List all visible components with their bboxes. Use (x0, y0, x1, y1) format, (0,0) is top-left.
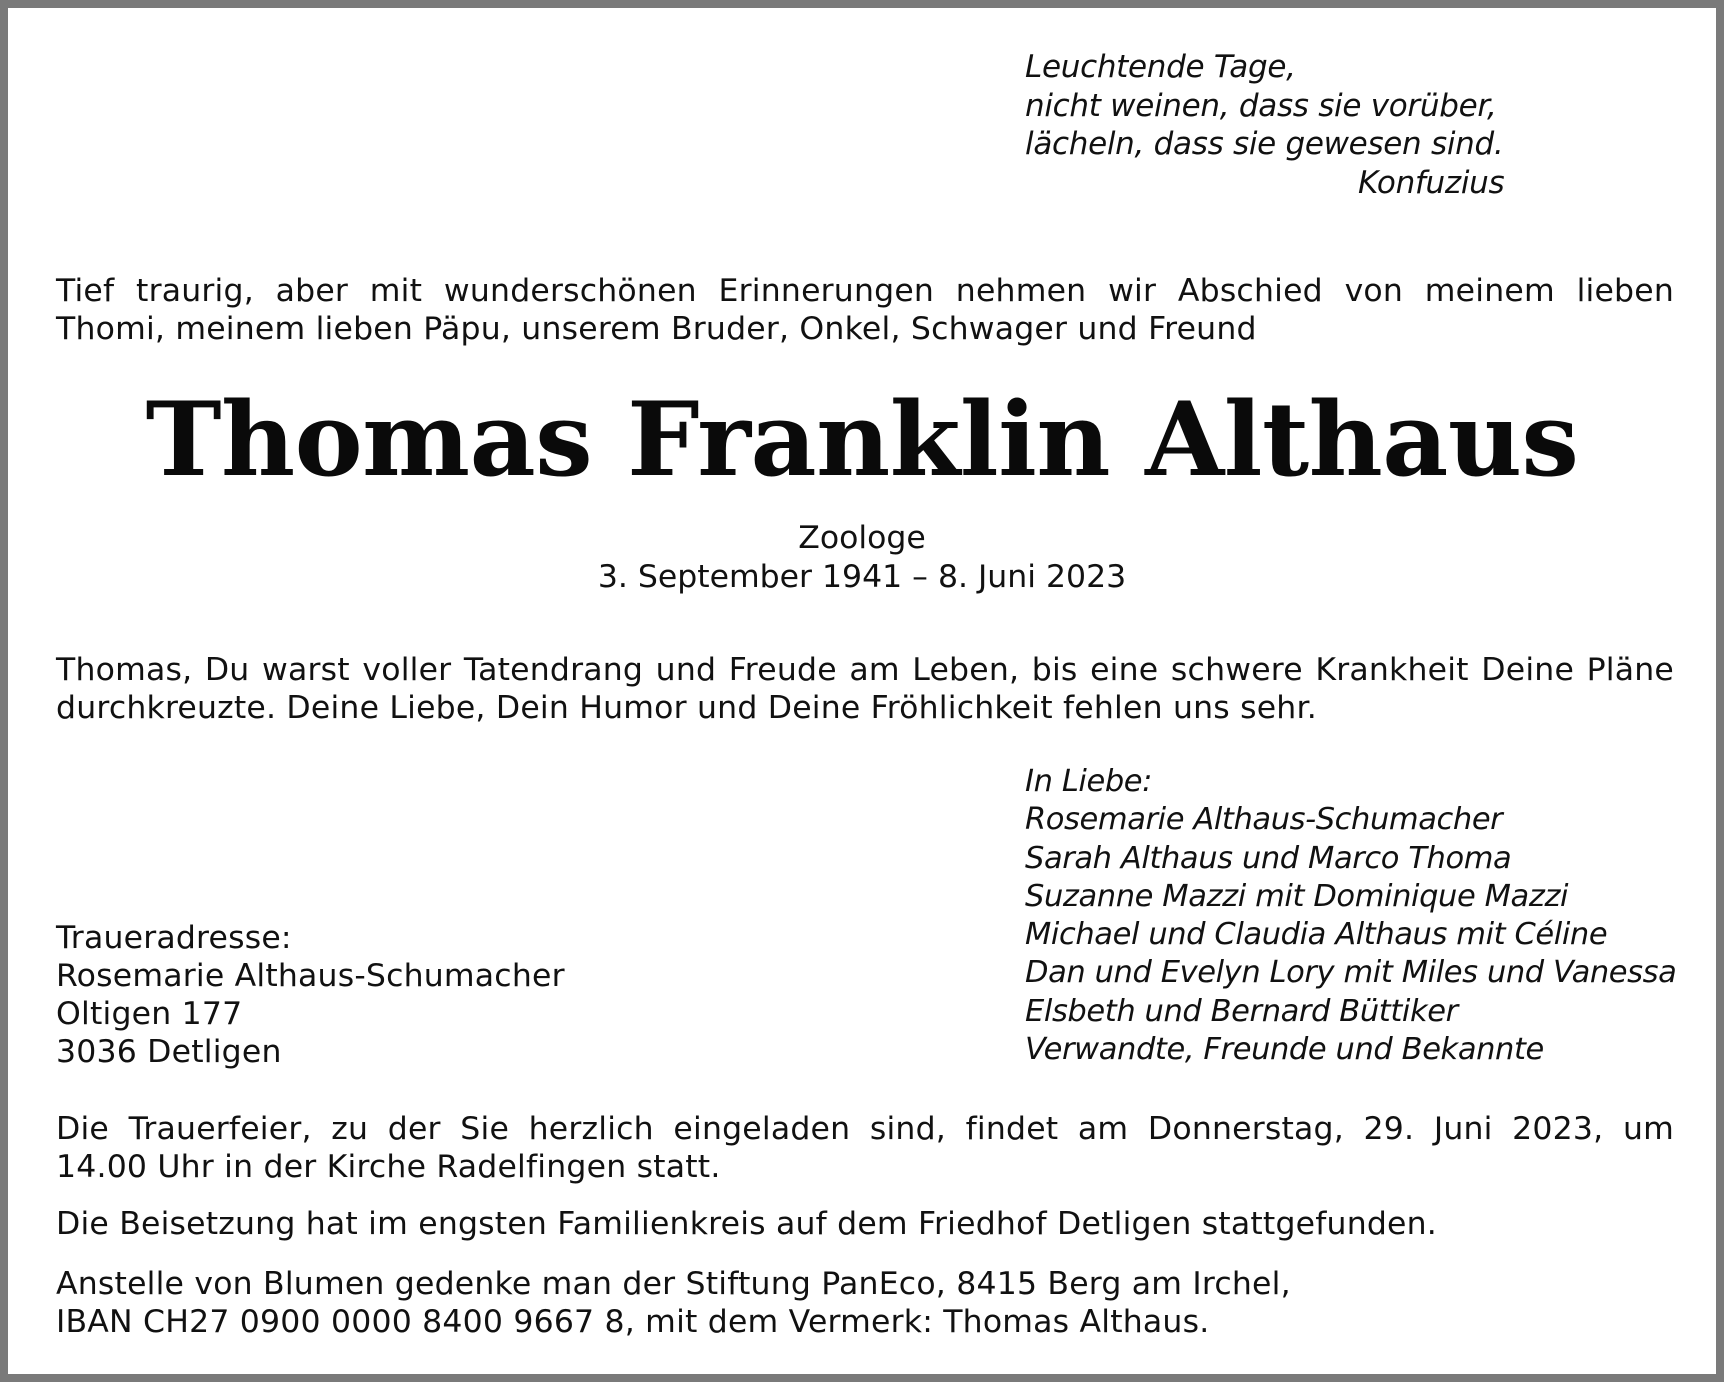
service-paragraph (56, 1110, 1674, 1186)
family-heading: In Liebe: (1025, 764, 1153, 799)
intro-line-2: Thomi, meinem lieben Päpu, unserem Bruder, Onkel, Schwager und Freund (56, 311, 1257, 347)
family-member: Suzanne Mazzi mit Dominique Mazzi (1025, 878, 1569, 914)
burial-text: Die Beisetzung hat im engsten Familienkreis auf dem Friedhof Detligen stattgefunden. (56, 1206, 1438, 1242)
family-member: Rosemarie Althaus-Schumacher (1025, 802, 1503, 838)
family-member: Dan und Evelyn Lory mit Miles und Vanessa (1025, 955, 1677, 991)
quote-line-2: nicht weinen, dass sie vorüber, (1025, 87, 1497, 124)
intro-paragraph (56, 272, 1674, 348)
donation-line-2: IBAN CH27 0900 0000 8400 9667 8, mit dem Vermerk: Thomas Althaus. (56, 1304, 1210, 1340)
burial-paragraph (56, 1205, 1437, 1243)
quote-line-3: lächeln, dass sie gewesen sind. (1025, 126, 1504, 162)
address-street: Oltigen 177 (56, 996, 243, 1032)
deceased-profession: Zoologe (798, 520, 926, 556)
deceased-name: Thomas Franklin Althaus (145, 380, 1579, 500)
intro-line-1: Tief traurig, aber mit wunderschönen Erinnerungen nehmen wir Abschied von meinem lieben (56, 273, 1674, 309)
mourning-address (56, 919, 565, 1071)
family-member: Sarah Althaus und Marco Thoma (1025, 840, 1512, 876)
service-line-1: Die Trauerfeier, zu der Sie herzlich eingeladen sind, findet am Donnerstag, 29. Juni 2023, um (56, 1111, 1674, 1147)
donation-line-1: Anstelle von Blumen gedenke man der Stiftung PanEco, 8415 Berg am Irchel, (56, 1266, 1291, 1302)
deceased-dates: 3. September 1941 – 8. Juni 2023 (597, 558, 1127, 595)
quote-line-1: Leuchtende Tage, (1025, 49, 1296, 85)
family-member: Verwandte, Freunde und Bekannte (1025, 1032, 1544, 1068)
address-city: 3036 Detligen (56, 1034, 282, 1070)
address-heading: Traueradresse: (56, 920, 292, 956)
quote-author: Konfuzius (1358, 164, 1505, 201)
quote-block (1025, 48, 1504, 202)
tribute-paragraph (56, 651, 1674, 727)
tribute-line-2: durchkreuzte. Deine Liebe, Dein Humor und Deine Fröhlichkeit fehlen uns sehr. (56, 690, 1317, 726)
family-member: Elsbeth und Bernard Büttiker (1025, 993, 1458, 1029)
donation-paragraph (56, 1265, 1291, 1341)
address-name: Rosemarie Althaus-Schumacher (56, 958, 565, 994)
family-list (1025, 763, 1676, 1069)
tribute-line-1: Thomas, Du warst voller Tatendrang und Freude am Leben, bis eine schwere Krankheit Deine Pläne (56, 652, 1674, 688)
deceased-details (8, 519, 1716, 596)
service-line-2: 14.00 Uhr in der Kirche Radelfingen statt. (56, 1149, 721, 1185)
family-member: Michael und Claudia Althaus mit Céline (1025, 917, 1608, 953)
